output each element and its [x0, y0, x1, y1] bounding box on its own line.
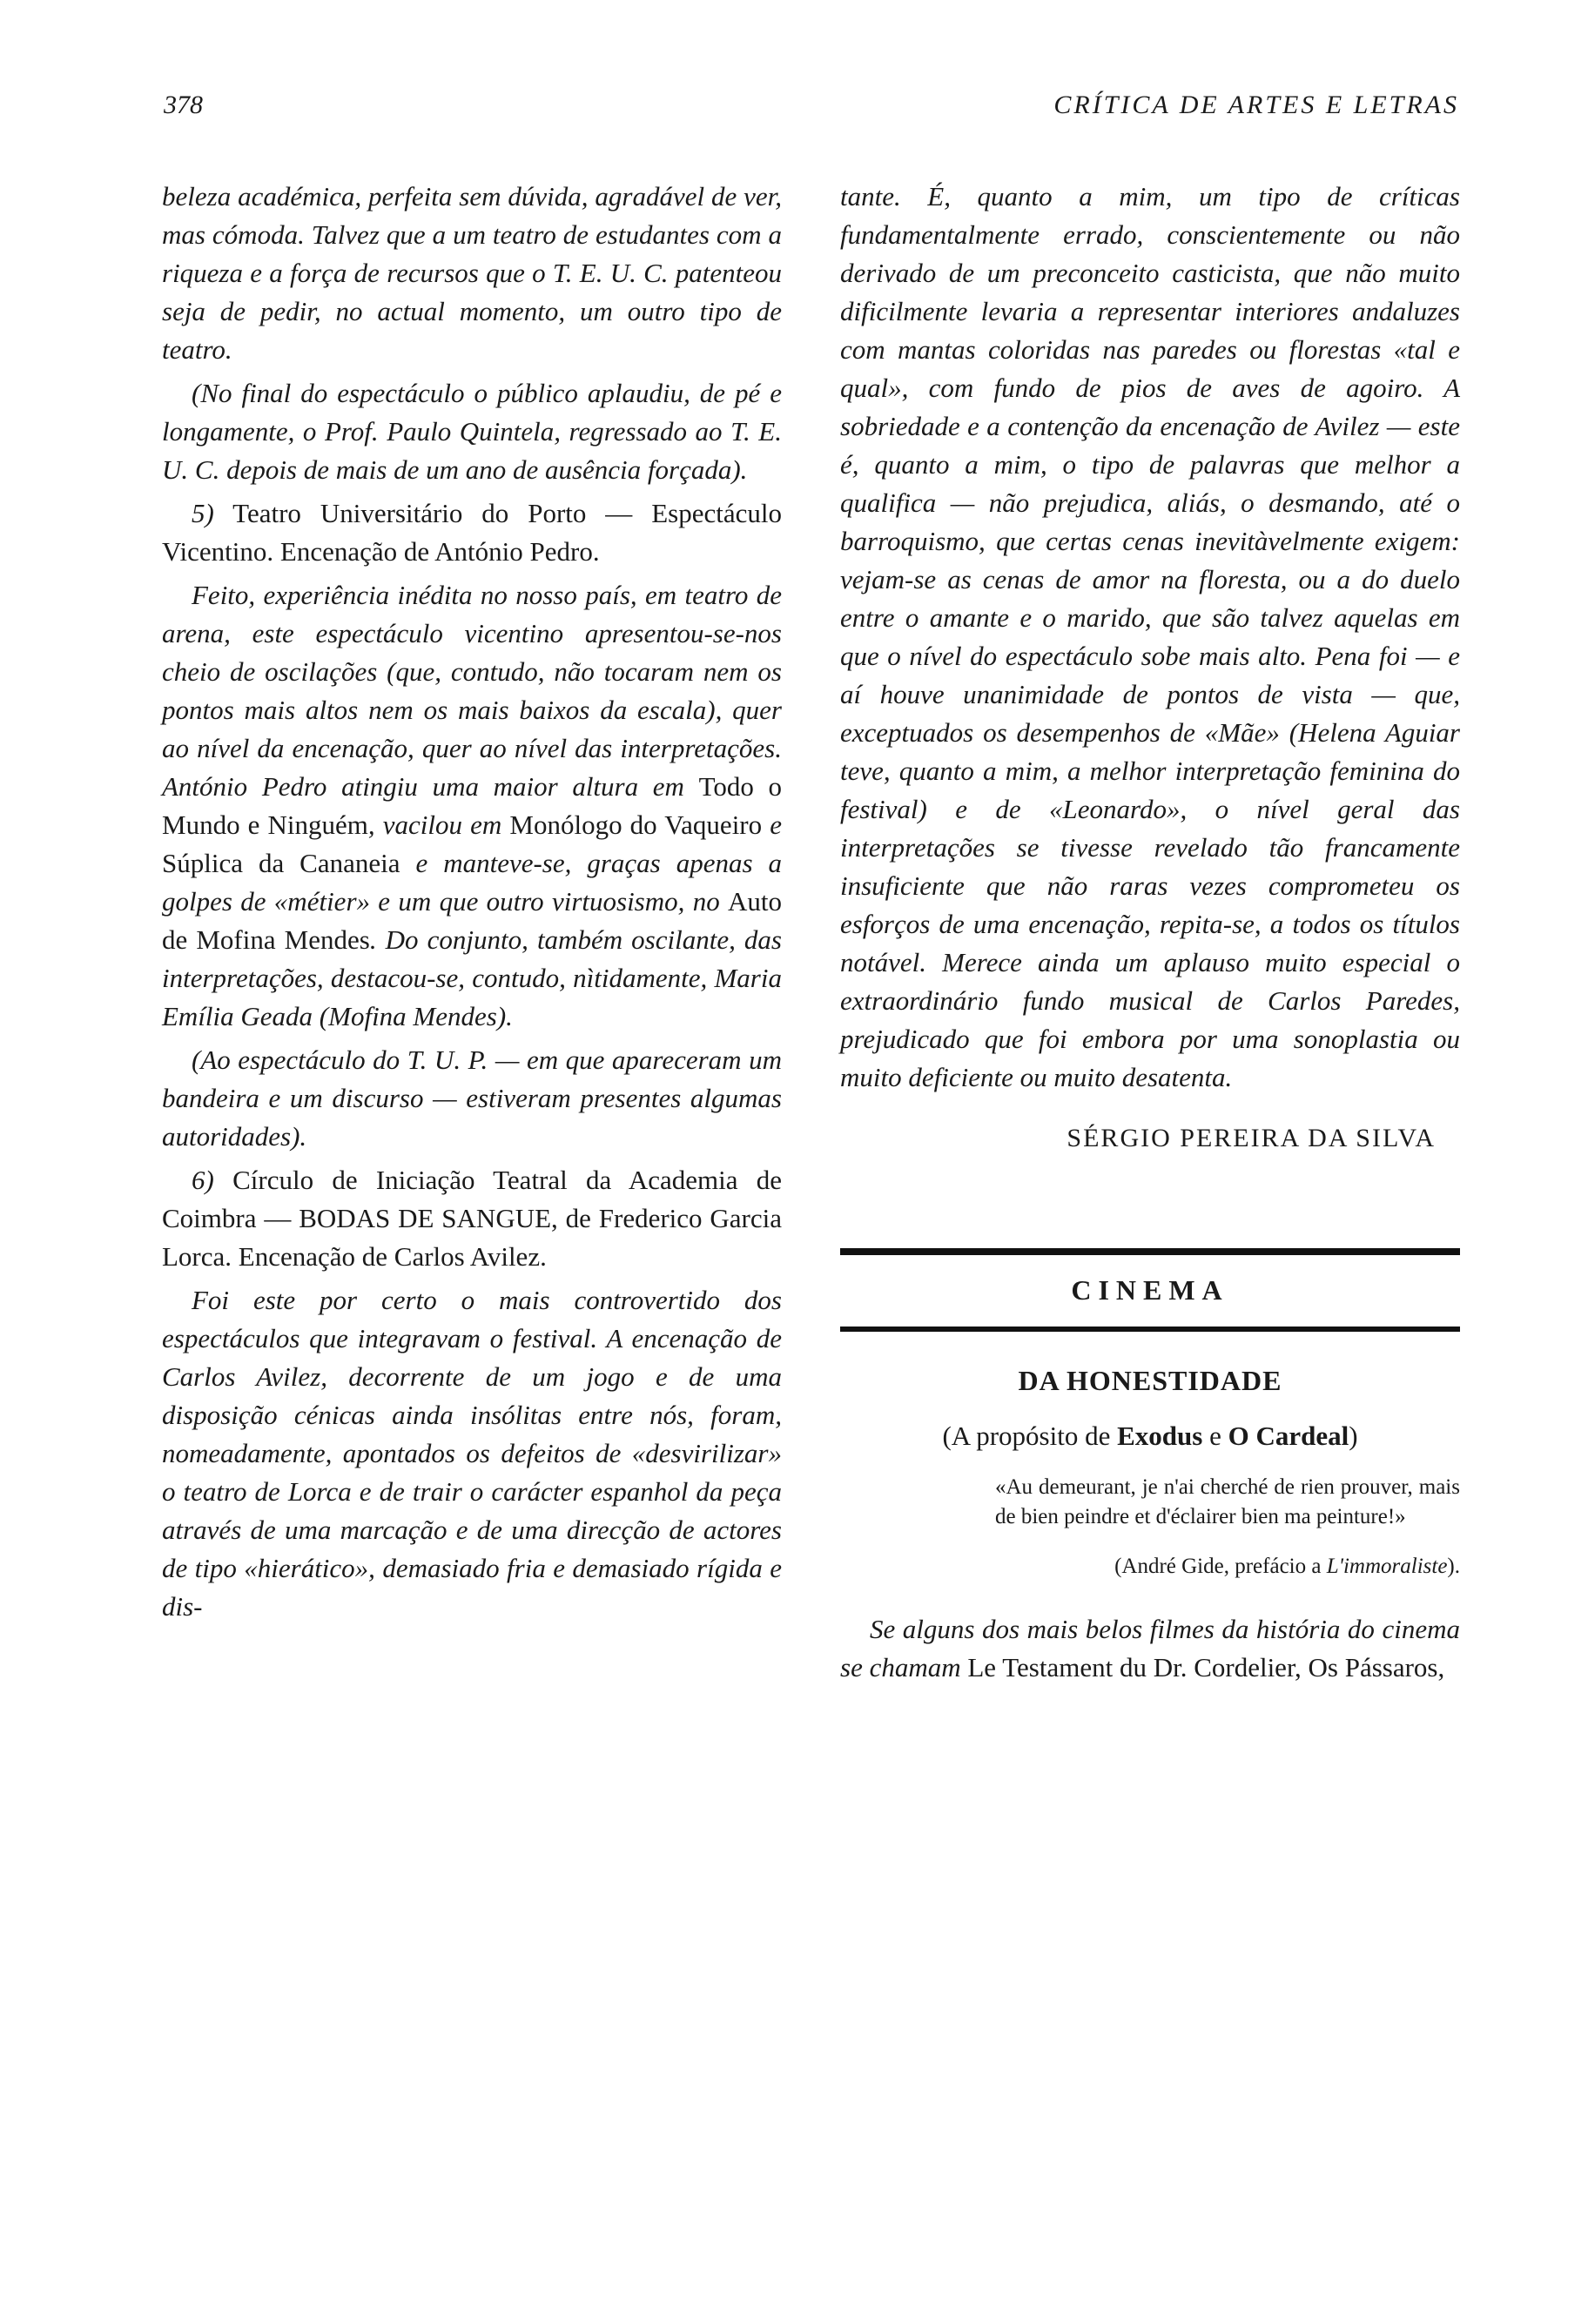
text-run: e: [762, 809, 783, 840]
paragraph: (No final do espectáculo o público aplaudiu, de pé e longamente, o Prof. Paulo Quintela, regressado ao T. E. U. C. depois de mais de um ano de ausência forçada).: [162, 378, 782, 485]
film-title: Exodus: [1117, 1421, 1203, 1451]
article-subtitle: [840, 1417, 1460, 1455]
film-title: O Cardeal: [1228, 1421, 1349, 1451]
paragraph: Foi este por certo o mais controvertido dos espectáculos que integravam o festival. A encenação de Carlos Avilez, decorrente de um jogo e de uma disposição cénicas ainda insólitas entre nós, foram, nomeadamente, apontados os defeitos de «desvirilizar» o teatro de Lorca e de trair o carácter espanhol da peça através de uma marcação e de uma direcção de actores de tipo «hierático», demasiado fria e demasiado rígida e dis-: [162, 1285, 782, 1622]
epigraph: «Au demeurant, je n'ai cherché de rien prouver, mais de bien peindre et d'éclairer bien ma peinture!»: [995, 1475, 1460, 1528]
left-column: [162, 178, 782, 1631]
paragraph: [162, 576, 782, 1036]
text-run: e: [1202, 1421, 1228, 1451]
text-run: (A propósito de: [942, 1421, 1118, 1451]
item-number: 6): [192, 1165, 214, 1195]
text-run: ).: [1447, 1555, 1460, 1578]
author-signature: SÉRGIO PEREIRA DA SILVA: [1067, 1124, 1436, 1152]
paragraph: [162, 1161, 782, 1276]
paragraph: (Ao espectáculo do T. U. P. — em que apareceram um bandeira e um discurso — estiveram presentes algumas autoridades).: [162, 1044, 782, 1152]
film-titles: Le Testament du Dr. Cordelier, Os Pássaros,: [967, 1652, 1445, 1683]
paragraph: [162, 494, 782, 571]
paragraph: tante. É, quanto a mim, um tipo de críticas fundamentalmente errado, conscientemente ou não derivado de um preconceito casticista, que não muito dificilmente levaria a representar interiores andaluzes com mantas coloridas nas paredes ou florestas «tal e qual», com fundo de pios de aves de agoiro. A sobriedade e a contenção da encenação de Avilez — este é, quanto a mim, o tipo de palavras que melhor a qualifica — não prejudica, aliás, o desmando, até o barroquismo, que certas cenas inevitàvelmente exigem: vejam-se as cenas de amor na floresta, ou a do duelo entre o amante e o marido, que são talvez aquelas em que o nível do espectáculo sobe mais alto. Pena foi — e aí houve unanimidade de pontos de vista — que, exceptuados os desempenhos de «Mãe» (Helena Aguiar teve, quanto a mim, a melhor interpretação feminina do festival) e de «Leonardo», o nível geral das interpretações se tivesse revelado tão francamente insuficiente que não raras vezes comprometeu os esforços de uma encenação, repita-se, a todos os títulos notável. Merece ainda um aplauso muito especial o extraordinário fundo musical de Carlos Paredes, prejudicado que foi embora por uma sonoplastia ou muito deficiente ou muito desatenta.: [840, 181, 1460, 1092]
running-title: CRÍTICA DE ARTES E LETRAS: [1053, 91, 1459, 119]
section-heading: CINEMA: [1071, 1274, 1229, 1306]
section-divider: [840, 1327, 1460, 1332]
article-title: DA HONESTIDADE: [1018, 1365, 1282, 1396]
text-run: Feito, experiência inédita no nosso país, em teatro de arena, este espectáculo vicentino apresentou-se-nos cheio de oscilações (que, contudo, não tocaram nem os pontos mais altos nem os mais baixos da escala), quer ao nível da encenação, quer ao nível das interpretações. António Pedro atingiu uma maior altura em: [162, 580, 782, 802]
text-run: (André Gide, prefácio a: [1114, 1555, 1327, 1578]
section-divider: [840, 1248, 1460, 1255]
text-run: Se alguns dos mais belos filmes da história do cinema se chamam: [840, 1614, 1460, 1683]
item-text: Teatro Universitário do Porto — Espectáculo Vicentino. Encenação de António Pedro.: [162, 498, 782, 567]
epigraph-source: [840, 1548, 1460, 1586]
play-title: Monólogo do Vaqueiro: [509, 809, 763, 840]
page-number: 378: [164, 91, 203, 119]
book-title: L'immoraliste: [1326, 1555, 1448, 1578]
item-text: Círculo de Iniciação Teatral da Academia de Coimbra — BODAS DE SANGUE, de Frederico Garcia Lorca. Encenação de Carlos Avilez.: [162, 1165, 782, 1272]
text-run: . Do conjunto, também oscilante, das interpretações, destacou-se, contudo, nìtidamente, Maria Emília Geada (Mofina Mendes).: [162, 924, 782, 1031]
item-number: 5): [192, 498, 214, 528]
paragraph: beleza académica, perfeita sem dúvida, agradável de ver, mas cómoda. Talvez que a um teatro de estudantes com a riqueza e a força de recursos que o T. E. U. C. patenteou seja de pedir, no actual momento, um outro tipo de teatro.: [162, 181, 782, 365]
right-column: [840, 178, 1460, 1692]
play-title: Todo o Mundo e Ninguém: [162, 771, 782, 840]
play-title: Súplica da Cananeia: [162, 848, 400, 878]
text-run: ): [1349, 1421, 1358, 1451]
text-run: e manteve-se, graças apenas a golpes de «métier» e um que outro virtuosismo, no: [162, 848, 782, 917]
play-title: Auto de Mofina Mendes: [162, 886, 782, 955]
text-run: , vacilou em: [367, 809, 510, 840]
paragraph: [840, 1610, 1460, 1687]
page-header: [164, 91, 1459, 129]
